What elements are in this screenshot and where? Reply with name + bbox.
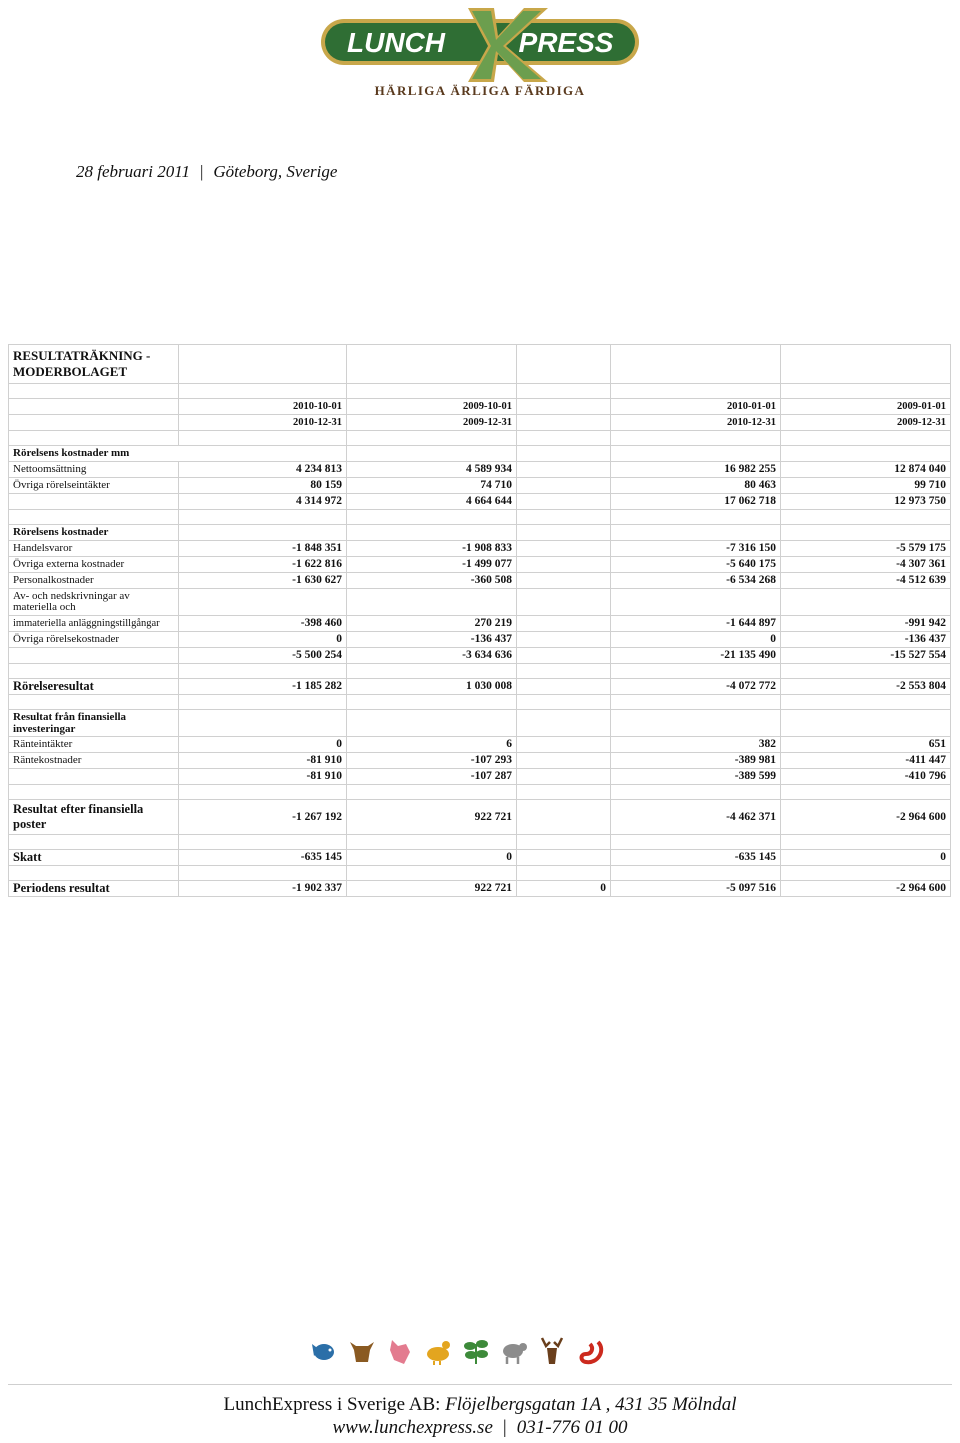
- table-row: [9, 835, 951, 850]
- period-to: 2010-12-31: [611, 415, 781, 431]
- empty-cell: [781, 785, 951, 800]
- value-cell: -4 462 371: [611, 800, 781, 835]
- empty-cell: [781, 384, 951, 399]
- value-cell: 4 234 813: [179, 462, 347, 478]
- table-row: [9, 573, 951, 589]
- empty-cell: [517, 835, 611, 850]
- period-from: 2009-01-01: [781, 399, 951, 415]
- table-title: RESULTATRÄKNING - MODERBOLAGET: [9, 345, 179, 384]
- empty-cell: [179, 431, 347, 446]
- value-cell: -635 145: [179, 850, 347, 866]
- value-cell: 0: [347, 850, 517, 866]
- value-cell: -136 437: [781, 632, 951, 648]
- empty-cell: [611, 835, 781, 850]
- period-from-row: [9, 399, 951, 415]
- section-header: [9, 525, 951, 541]
- result-after-financial-row: [9, 800, 951, 835]
- value-cell: -81 910: [179, 769, 347, 785]
- empty-cell: [9, 866, 179, 881]
- pig-icon: [386, 1336, 414, 1366]
- value-cell: 270 219: [347, 616, 517, 632]
- empty-cell: [517, 345, 611, 384]
- empty-cell: [517, 415, 611, 431]
- value-cell: 382: [611, 737, 781, 753]
- empty-cell: [781, 664, 951, 679]
- income-statement-sheet: [8, 344, 950, 897]
- value-cell: 1 030 008: [347, 679, 517, 695]
- herb-icon: [462, 1336, 490, 1366]
- empty-cell: [347, 384, 517, 399]
- empty-cell: [517, 737, 611, 753]
- period-to: 2009-12-31: [347, 415, 517, 431]
- fish-icon: [310, 1336, 338, 1366]
- empty-cell: [517, 399, 611, 415]
- value-cell: -1 499 077: [347, 557, 517, 573]
- empty-cell: [781, 525, 951, 541]
- label-cell: [9, 769, 179, 785]
- label-cell: Rörelsens kostnader: [9, 525, 179, 541]
- period-from: 2010-01-01: [611, 399, 781, 415]
- value-cell: 0: [781, 850, 951, 866]
- empty-cell: [179, 510, 347, 525]
- empty-cell: [179, 835, 347, 850]
- table-row: [9, 866, 951, 881]
- label-cell: immateriella anläggningstillgångar: [9, 616, 179, 632]
- footer-divider: [8, 1384, 952, 1385]
- empty-cell: [9, 835, 179, 850]
- period-from: 2009-10-01: [347, 399, 517, 415]
- empty-cell: [611, 431, 781, 446]
- empty-cell: [9, 431, 179, 446]
- empty-cell: [179, 785, 347, 800]
- value-cell: 0: [179, 632, 347, 648]
- empty-cell: [179, 345, 347, 384]
- empty-cell: [517, 866, 611, 881]
- phone-number: 031-776 01 00: [516, 1417, 628, 1438]
- label-cell: Resultat efter finansiella poster: [9, 800, 179, 835]
- value-cell: 17 062 718: [611, 494, 781, 510]
- empty-cell: [517, 557, 611, 573]
- period-to: 2010-12-31: [179, 415, 347, 431]
- value-cell: 4 314 972: [179, 494, 347, 510]
- empty-cell: [347, 835, 517, 850]
- value-cell: 0: [517, 881, 611, 897]
- value-cell: -6 534 268: [611, 573, 781, 589]
- empty-cell: [347, 785, 517, 800]
- value-cell: -1 185 282: [179, 679, 347, 695]
- empty-cell: [611, 446, 781, 462]
- value-cell: -5 097 516: [611, 881, 781, 897]
- value-cell: -2 553 804: [781, 679, 951, 695]
- empty-cell: [347, 525, 517, 541]
- section-header: [9, 446, 951, 462]
- label-cell: Rörelseresultat: [9, 679, 179, 695]
- empty-cell: [347, 710, 517, 737]
- empty-cell: [517, 850, 611, 866]
- label-cell: Övriga externa kostnader: [9, 557, 179, 573]
- value-cell: -5 500 254: [179, 648, 347, 664]
- deer-icon: [538, 1336, 566, 1366]
- release-location: Göteborg, Sverige: [213, 162, 338, 181]
- separator: |: [502, 1417, 507, 1438]
- table-row: [9, 785, 951, 800]
- label-cell: Räntekostnader: [9, 753, 179, 769]
- subtotal-row: [9, 648, 951, 664]
- empty-cell: [611, 664, 781, 679]
- label-cell: Skatt: [9, 850, 179, 866]
- value-cell: 6: [347, 737, 517, 753]
- separator: |: [199, 162, 204, 181]
- label-cell: [9, 648, 179, 664]
- lamb-icon: [500, 1336, 528, 1366]
- empty-cell: [9, 785, 179, 800]
- empty-cell: [611, 510, 781, 525]
- income-statement-table: [8, 344, 951, 897]
- company-name: LunchExpress i Sverige AB:: [223, 1394, 441, 1415]
- value-cell: -991 942: [781, 616, 951, 632]
- footer-address: [0, 1394, 960, 1416]
- value-cell: -4 072 772: [611, 679, 781, 695]
- value-cell: -107 287: [347, 769, 517, 785]
- food-icons: [310, 1336, 650, 1372]
- period-from: 2010-10-01: [179, 399, 347, 415]
- empty-cell: [517, 800, 611, 835]
- empty-cell: [517, 710, 611, 737]
- logo-lunch-text: LUNCH: [347, 27, 445, 58]
- table-row: [9, 664, 951, 679]
- label-cell: Övriga rörelseintäkter: [9, 478, 179, 494]
- value-cell: 4 664 644: [347, 494, 517, 510]
- value-cell: -1 644 897: [611, 616, 781, 632]
- table-row: [9, 384, 951, 399]
- shrimp-icon: [576, 1336, 604, 1366]
- value-cell: -2 964 600: [781, 800, 951, 835]
- empty-cell: [781, 345, 951, 384]
- empty-cell: [179, 866, 347, 881]
- empty-cell: [517, 589, 611, 616]
- empty-cell: [179, 710, 347, 737]
- empty-cell: [517, 446, 611, 462]
- table-row: [9, 478, 951, 494]
- empty-cell: [781, 510, 951, 525]
- empty-cell: [517, 462, 611, 478]
- value-cell: -1 622 816: [179, 557, 347, 573]
- value-cell: -5 579 175: [781, 541, 951, 557]
- empty-cell: [781, 866, 951, 881]
- value-cell: -1 902 337: [179, 881, 347, 897]
- period-result-row: [9, 881, 951, 897]
- empty-cell: [781, 446, 951, 462]
- empty-cell: [347, 431, 517, 446]
- empty-cell: [347, 345, 517, 384]
- table-row: [9, 431, 951, 446]
- empty-cell: [517, 525, 611, 541]
- value-cell: 16 982 255: [611, 462, 781, 478]
- empty-cell: [179, 384, 347, 399]
- value-cell: -3 634 636: [347, 648, 517, 664]
- label-cell: Personalkostnader: [9, 573, 179, 589]
- website-link[interactable]: www.lunchexpress.se: [332, 1417, 493, 1438]
- value-cell: 4 589 934: [347, 462, 517, 478]
- empty-cell: [611, 710, 781, 737]
- logo-press-text: PRESS: [518, 27, 614, 58]
- empty-cell: [347, 664, 517, 679]
- empty-cell: [9, 695, 179, 710]
- label-cell: Av- och nedskrivningar av materiella och: [9, 589, 179, 616]
- empty-cell: [9, 384, 179, 399]
- empty-cell: [781, 710, 951, 737]
- empty-cell: [611, 384, 781, 399]
- empty-cell: [517, 616, 611, 632]
- empty-cell: [517, 679, 611, 695]
- label-cell: [9, 494, 179, 510]
- value-cell: 922 721: [347, 800, 517, 835]
- table-title-row: [9, 345, 951, 384]
- value-cell: 651: [781, 737, 951, 753]
- street-address: Flöjelbergsgatan 1A , 431 35 Mölndal: [445, 1394, 737, 1415]
- value-cell: -4 307 361: [781, 557, 951, 573]
- dateline: [76, 162, 337, 182]
- empty-cell: [179, 664, 347, 679]
- value-cell: -107 293: [347, 753, 517, 769]
- empty-cell: [347, 446, 517, 462]
- section-header: [9, 710, 951, 737]
- empty-cell: [611, 866, 781, 881]
- value-cell: -5 640 175: [611, 557, 781, 573]
- table-row: [9, 695, 951, 710]
- empty-cell: [781, 431, 951, 446]
- label-cell: Nettoomsättning: [9, 462, 179, 478]
- empty-cell: [347, 695, 517, 710]
- tax-row: [9, 850, 951, 866]
- empty-cell: [179, 695, 347, 710]
- table-row: [9, 753, 951, 769]
- subtotal-row: [9, 769, 951, 785]
- empty-cell: [781, 589, 951, 616]
- value-cell: -360 508: [347, 573, 517, 589]
- empty-cell: [611, 525, 781, 541]
- value-cell: -4 512 639: [781, 573, 951, 589]
- value-cell: 0: [611, 632, 781, 648]
- label-cell: Handelsvaror: [9, 541, 179, 557]
- empty-cell: [9, 415, 179, 431]
- empty-cell: [9, 399, 179, 415]
- empty-cell: [611, 589, 781, 616]
- label-cell: Periodens resultat: [9, 881, 179, 897]
- empty-cell: [781, 835, 951, 850]
- empty-cell: [179, 589, 347, 616]
- label-cell: Övriga rörelsekostnader: [9, 632, 179, 648]
- empty-cell: [517, 478, 611, 494]
- empty-cell: [517, 664, 611, 679]
- table-row: [9, 541, 951, 557]
- table-row: [9, 616, 951, 632]
- empty-cell: [517, 753, 611, 769]
- value-cell: -7 316 150: [611, 541, 781, 557]
- label-cell: Ränteintäkter: [9, 737, 179, 753]
- table-row: [9, 737, 951, 753]
- empty-cell: [517, 785, 611, 800]
- value-cell: -136 437: [347, 632, 517, 648]
- empty-cell: [517, 648, 611, 664]
- empty-cell: [517, 695, 611, 710]
- empty-cell: [611, 785, 781, 800]
- label-cell: Rörelsens kostnader mm: [9, 446, 347, 462]
- value-cell: 74 710: [347, 478, 517, 494]
- table-row: [9, 632, 951, 648]
- empty-cell: [179, 525, 347, 541]
- value-cell: 0: [179, 737, 347, 753]
- label-cell: Resultat från finansiella investeringar: [9, 710, 179, 737]
- cow-icon: [348, 1336, 376, 1366]
- value-cell: 922 721: [347, 881, 517, 897]
- value-cell: -635 145: [611, 850, 781, 866]
- empty-cell: [781, 695, 951, 710]
- value-cell: 80 463: [611, 478, 781, 494]
- value-cell: 99 710: [781, 478, 951, 494]
- empty-cell: [9, 510, 179, 525]
- value-cell: -398 460: [179, 616, 347, 632]
- operating-result-row: [9, 679, 951, 695]
- table-row: [9, 462, 951, 478]
- table-row: [9, 510, 951, 525]
- empty-cell: [517, 384, 611, 399]
- value-cell: 12 874 040: [781, 462, 951, 478]
- empty-cell: [611, 345, 781, 384]
- value-cell: -21 135 490: [611, 648, 781, 664]
- empty-cell: [517, 431, 611, 446]
- empty-cell: [517, 632, 611, 648]
- empty-cell: [517, 573, 611, 589]
- value-cell: -1 848 351: [179, 541, 347, 557]
- empty-cell: [347, 510, 517, 525]
- value-cell: -389 599: [611, 769, 781, 785]
- value-cell: -81 910: [179, 753, 347, 769]
- brand-tagline: HÄRLIGA ÄRLIGA FÄRDIGA: [374, 83, 586, 98]
- release-date: 28 februari 2011: [76, 162, 190, 181]
- footer-contact: [0, 1417, 960, 1439]
- subtotal-row: [9, 494, 951, 510]
- value-cell: 12 973 750: [781, 494, 951, 510]
- table-row: [9, 557, 951, 573]
- empty-cell: [517, 510, 611, 525]
- value-cell: -389 981: [611, 753, 781, 769]
- empty-cell: [9, 664, 179, 679]
- period-to: 2009-12-31: [781, 415, 951, 431]
- value-cell: -1 630 627: [179, 573, 347, 589]
- chicken-icon: [424, 1336, 452, 1366]
- empty-cell: [517, 769, 611, 785]
- value-cell: -1 908 833: [347, 541, 517, 557]
- empty-cell: [517, 541, 611, 557]
- value-cell: -411 447: [781, 753, 951, 769]
- empty-cell: [347, 866, 517, 881]
- value-cell: -1 267 192: [179, 800, 347, 835]
- value-cell: -410 796: [781, 769, 951, 785]
- empty-cell: [611, 695, 781, 710]
- empty-cell: [517, 494, 611, 510]
- table-row: [9, 589, 951, 616]
- value-cell: -15 527 554: [781, 648, 951, 664]
- value-cell: 80 159: [179, 478, 347, 494]
- period-to-row: [9, 415, 951, 431]
- value-cell: -2 964 600: [781, 881, 951, 897]
- empty-cell: [347, 589, 517, 616]
